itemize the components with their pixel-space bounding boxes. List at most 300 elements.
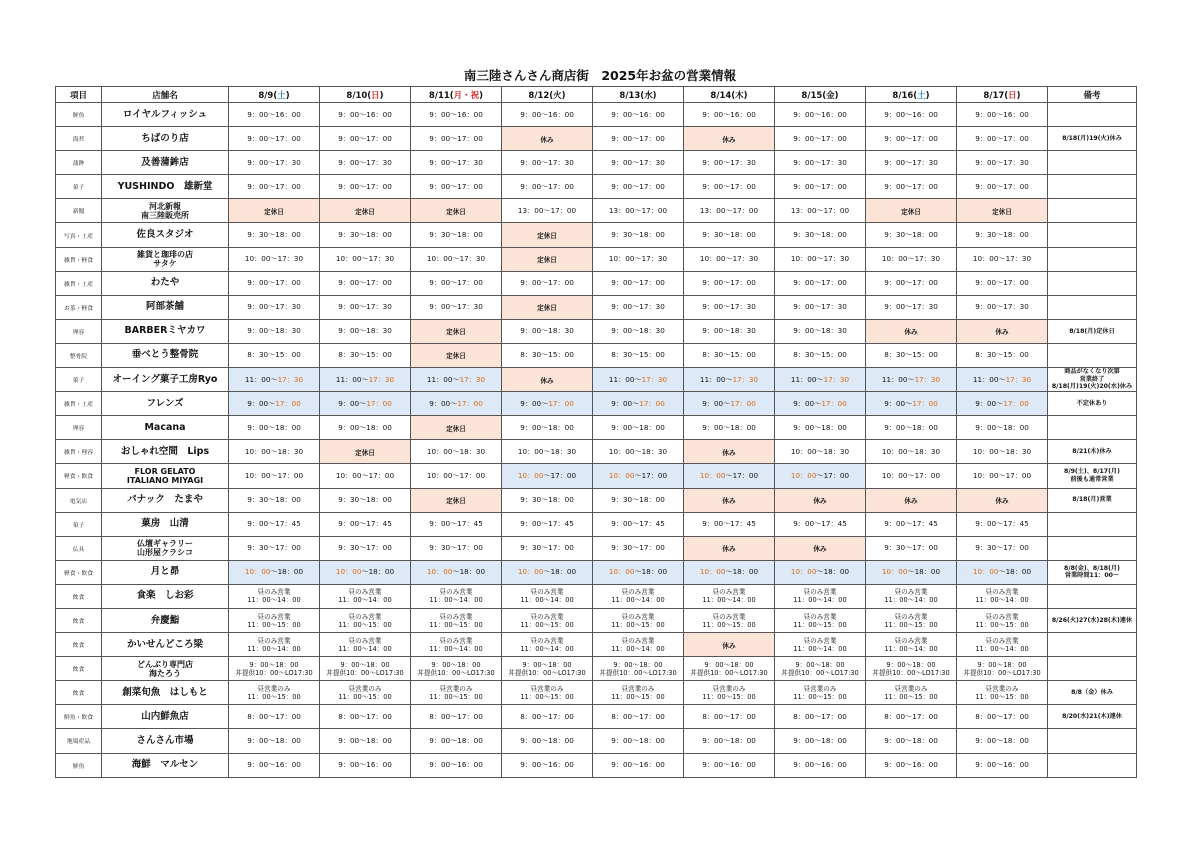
hours-cell: 昼のみ営業 11：00～14：00 [411,633,502,657]
hours-cell: 9：00～18：00 丼提供10：00～LO17:30 [775,657,866,681]
hours-cell: 9：00～16：00 [684,103,775,127]
hours-cell: 9：00～17：00 [775,392,866,416]
hours-cell: 9：30～18：00 [775,223,866,247]
note-cell: 8/26(火)27(水)28(木)連休 [1048,608,1137,632]
hours-cell: 昼のみ営業 11：00～14：00 [593,584,684,608]
hours-cell: 9：00～17：00 [320,271,411,295]
day-header: 8/16(土) [866,87,957,103]
shop-name-cell: 雑貨と珈琲の店 サタケ [102,247,229,271]
hours-cell: 昼のみ営業 11：00～15：00 [593,608,684,632]
note-cell: 8/8（金）休み [1048,681,1137,705]
hours-cell: 9：00～17：00 [957,175,1048,199]
hours-cell: 9：00～18：00 [866,416,957,440]
hours-cell: 9：00～18：00 [593,416,684,440]
hours-cell: 13：00～17：00 [684,199,775,223]
note-cell [1048,584,1137,608]
hours-cell: 9：00～18：00 [593,729,684,753]
note-cell [1048,247,1137,271]
hours-cell: 9：00～18：00 [229,729,320,753]
hours-end: 17：30 [641,374,668,384]
hours-cell: 昼営業のみ 11：00～15：00 [957,681,1048,705]
hours-end: 17：30 [914,374,941,384]
hours-cell: 9：30～17：00 [411,536,502,560]
category-cell: 電気店 [56,488,102,512]
hours-cell: 10：00～17：00 [411,464,502,488]
closed-cell: 休み [866,488,957,512]
hours-cell: 9：00～17：30 [684,151,775,175]
table-row [56,681,1137,705]
category-cell: 写真・土産 [56,223,102,247]
hours-cell: 9：30～17：00 [957,536,1048,560]
shop-name-cell: フレンズ [102,392,229,416]
hours-cell: 昼のみ営業 11：00～14：00 [502,633,593,657]
hours-cell: 10：00～18：00 [866,560,957,584]
hours-cell: 8：30～15：00 [229,343,320,367]
note-cell [1048,199,1137,223]
shop-name-cell: かいせんどころ梁 [102,633,229,657]
hours-cell: 10：00～18：30 [411,440,502,464]
day-header: 8/12(火) [502,87,593,103]
table-row [56,536,1137,560]
category-cell: 鮮魚・飲食 [56,705,102,729]
hours-start: 10：00 [881,567,908,577]
category-header: 項目 [56,87,102,103]
hours-cell: 10：00～18：00 [320,560,411,584]
hours-cell: 昼営業のみ 11：00～15：00 [775,681,866,705]
hours-cell: 9：30～18：00 [957,223,1048,247]
hours-end: 17：00 [1003,398,1029,408]
hours-cell: 10：00～17：30 [411,247,502,271]
day-of-week: 火 [553,90,562,101]
closed-cell: 休み [502,127,593,151]
closed-cell: 休み [684,488,775,512]
table-row [56,729,1137,753]
hours-end: 17：30 [823,374,850,384]
hours-cell: 11：00～17：30 [229,368,320,392]
shop-name-cell: 佐良スタジオ [102,223,229,247]
day-of-week: 土 [917,90,926,101]
note-cell: 8/9(土)、8/17(月) 前後も通常営業 [1048,464,1137,488]
hours-cell: 9：00～16：00 [866,103,957,127]
day-of-week: 土 [277,90,286,101]
hours-cell: 10：00～17：30 [320,247,411,271]
hours-cell: 昼営業のみ 11：00～15：00 [684,681,775,705]
hours-cell: 9：30～18：00 [320,223,411,247]
closed-cell: 休み [684,536,775,560]
hours-start: 10：00 [608,567,635,577]
note-cell: 8/21(木)休み [1048,440,1137,464]
hours-cell: 9：00～17：30 [957,295,1048,319]
hours-cell: 9：30～17：00 [502,536,593,560]
category-cell: 整骨院 [56,343,102,367]
hours-end: 17：00 [366,398,392,408]
category-cell: 飲食 [56,608,102,632]
hours-cell: 9：00～16：00 [229,103,320,127]
table-row [56,488,1137,512]
hours-start: 10：00 [517,567,544,577]
hours-cell: 9：00～16：00 [957,103,1048,127]
table-row [56,392,1137,416]
hours-cell: 10：00～17：30 [866,247,957,271]
hours-cell: 9：00～17：00 [593,175,684,199]
hours-cell: 10：00～17：00 [320,464,411,488]
hours-start: 10：00 [790,470,817,480]
hours-cell: 8：00～17：00 [502,705,593,729]
shop-name-cell: 菓房 山清 [102,512,229,536]
hours-cell: 9：00～17：30 [320,151,411,175]
hours-cell: 11：00～17：30 [593,368,684,392]
day-header: 8/9(土) [229,87,320,103]
hours-cell: 9：00～17：30 [229,151,320,175]
hours-cell: 10：00～18：30 [502,440,593,464]
hours-end: 17：00 [457,398,483,408]
table-row [56,199,1137,223]
note-cell [1048,343,1137,367]
category-cell: 飲食 [56,633,102,657]
hours-cell: 13：00～17：00 [593,199,684,223]
note-cell [1048,633,1137,657]
category-cell: 雑貨・土産 [56,271,102,295]
hours-cell: 9：00～16：00 [775,103,866,127]
hours-cell: 9：00～17：00 [411,175,502,199]
note-cell [1048,512,1137,536]
note-cell [1048,271,1137,295]
hours-cell: 10：00～17：00 [502,464,593,488]
hours-cell: 昼のみ営業 11：00～15：00 [320,608,411,632]
hours-cell: 13：00～17：00 [502,199,593,223]
hours-cell: 8：00～17：00 [957,705,1048,729]
hours-cell: 昼のみ営業 11：00～14：00 [957,633,1048,657]
hours-end: 17：00 [821,398,847,408]
table-row [56,271,1137,295]
hours-cell: 9：00～18：30 [593,319,684,343]
closed-cell: 定休日 [411,199,502,223]
hours-cell: 昼のみ営業 11：00～14：00 [411,584,502,608]
day-of-week: 金 [826,90,835,101]
hours-cell: 8：00～17：00 [411,705,502,729]
hours-cell: 9：00～17：00 [229,175,320,199]
hours-cell: 9：00～16：00 [502,753,593,777]
hours-end: 17：00 [730,398,756,408]
closed-cell: 定休日 [320,440,411,464]
shop-name-cell: 及善蒲鉾店 [102,151,229,175]
hours-cell: 10：00～18：30 [229,440,320,464]
hours-cell: 9：00～18：00 [957,729,1048,753]
note-cell [1048,295,1137,319]
hours-cell: 10：00～18：30 [775,440,866,464]
table-row [56,319,1137,343]
hours-cell: 9：30～18：00 [684,223,775,247]
hours-end: 17：00 [639,398,665,408]
table-row [56,633,1137,657]
hours-start: 10：00 [335,567,362,577]
shop-name-cell: 弁慶鮨 [102,608,229,632]
category-cell: 飲食 [56,657,102,681]
hours-end: 17：30 [459,374,486,384]
hours-cell: 昼のみ営業 11：00～15：00 [957,608,1048,632]
hours-cell: 9：00～18：30 [775,319,866,343]
hours-cell: 8：30～15：00 [957,343,1048,367]
hours-cell: 9：00～18：30 [502,319,593,343]
hours-start: 10：00 [790,567,817,577]
hours-cell: 昼営業のみ 11：00～15：00 [593,681,684,705]
hours-cell: 9：00～17：45 [320,512,411,536]
page-title: 南三陸さんさん商店街 2025年お盆の営業情報 [463,68,737,83]
closed-cell: 休み [684,127,775,151]
note-cell [1048,729,1137,753]
note-cell: 8/18(月)営業 [1048,488,1137,512]
day-of-week: 水 [644,90,653,101]
hours-cell: 昼のみ営業 11：00～14：00 [866,633,957,657]
note-cell [1048,753,1137,777]
hours-cell: 昼のみ営業 11：00～14：00 [684,584,775,608]
hours-cell: 9：00～17：45 [866,512,957,536]
hours-cell: 9：00～18：00 丼提供10：00～LO17:30 [593,657,684,681]
category-cell: 飲食 [56,584,102,608]
header-row [56,87,1137,103]
hours-cell: 9：00～16：00 [593,753,684,777]
hours-cell: 9：00～18：00 [411,729,502,753]
hours-end: 17：30 [1005,374,1032,384]
hours-cell: 8：30～15：00 [320,343,411,367]
closed-cell: 定休日 [957,199,1048,223]
hours-cell: 9：00～17：00 [502,392,593,416]
hours-cell: 9：00～18：30 [320,319,411,343]
closed-cell: 休み [775,488,866,512]
hours-cell: 9：30～18：00 [229,223,320,247]
closed-cell: 休み [957,319,1048,343]
closed-cell: 休み [775,536,866,560]
table-row [56,368,1137,392]
category-cell: 蒲鉾 [56,151,102,175]
closed-cell: 定休日 [502,295,593,319]
hours-cell: 9：00～17：00 [502,175,593,199]
note-cell: 不定休あり [1048,392,1137,416]
hours-cell: 9：00～18：00 [957,416,1048,440]
hours-cell: 9：30～18：00 [411,223,502,247]
table-row [56,512,1137,536]
hours-cell: 9：30～18：00 [502,488,593,512]
closed-cell: 定休日 [411,488,502,512]
hours-cell: 昼のみ営業 11：00～15：00 [775,608,866,632]
hours-cell: 11：00～17：30 [775,368,866,392]
shop-name-cell: おしゃれ空間 Lips [102,440,229,464]
hours-cell: 9：00～17：00 [866,127,957,151]
hours-cell: 9：00～17：00 [593,271,684,295]
day-header: 8/13(水) [593,87,684,103]
category-cell: 飲食 [56,681,102,705]
hours-start: 10：00 [608,470,635,480]
hours-cell: 昼営業のみ 11：00～15：00 [866,681,957,705]
shop-name-cell: 創菜旬魚 はしもと [102,681,229,705]
hours-cell: 9：00～17：45 [502,512,593,536]
hours-start: 10：00 [426,567,453,577]
hours-cell: 9：00～17：00 [775,175,866,199]
table-row [56,560,1137,584]
hours-cell: 9：00～17：00 [866,175,957,199]
hours-cell: 9：30～17：00 [320,536,411,560]
hours-cell: 9：00～17：00 [320,127,411,151]
hours-cell: 9：00～17：30 [775,151,866,175]
hours-cell: 9：30～17：00 [229,536,320,560]
hours-cell: 9：30～18：00 [320,488,411,512]
hours-cell: 9：00～18：00 丼提供10：00～LO17:30 [502,657,593,681]
note-cell: 商品がなくなり次第 営業終了 8/18(月)19(火)20(水)休み [1048,368,1137,392]
day-of-week: 日 [371,90,380,101]
shop-name-cell: どんぶり専門店 海たろう [102,657,229,681]
hours-cell: 9：00～17：00 [320,392,411,416]
hours-cell: 9：00～17：00 [957,271,1048,295]
hours-cell: 10：00～18：00 [229,560,320,584]
note-cell [1048,175,1137,199]
hours-cell: 9：00～16：00 [684,753,775,777]
hours-cell: 9：30～18：00 [229,488,320,512]
shop-name-cell: 山内鮮魚店 [102,705,229,729]
hours-cell: 8：00～17：00 [229,705,320,729]
category-cell: 軽食・飲食 [56,560,102,584]
hours-cell: 9：00～18：00 [775,729,866,753]
hours-cell: 10：00～17：30 [229,247,320,271]
note-cell [1048,151,1137,175]
shop-header: 店舗名 [102,87,229,103]
hours-cell: 10：00～17：00 [229,464,320,488]
hours-cell: 9：00～18：00 丼提供10：00～LO17:30 [229,657,320,681]
closed-cell: 定休日 [411,319,502,343]
hours-cell: 9：00～17：30 [866,151,957,175]
day-of-week: 日 [1008,90,1017,101]
hours-cell: 昼営業のみ 11：00～15：00 [411,681,502,705]
hours-cell: 昼のみ営業 11：00～15：00 [502,608,593,632]
hours-start: 10：00 [699,470,726,480]
category-cell: 仏具 [56,536,102,560]
note-cell [1048,657,1137,681]
hours-cell: 8：00～17：00 [320,705,411,729]
shop-name-cell: パナック たまや [102,488,229,512]
table-row [56,416,1137,440]
hours-cell: 9：00～16：00 [502,103,593,127]
table-row [56,343,1137,367]
hours-cell: 昼営業のみ 11：00～15：00 [229,681,320,705]
hours-cell: 9：00～17：00 [411,271,502,295]
table-row [56,657,1137,681]
hours-cell: 9：00～16：00 [775,753,866,777]
shop-name-cell: 垂べとう整骨院 [102,343,229,367]
table-row [56,247,1137,271]
hours-cell: 昼営業のみ 11：00～15：00 [320,681,411,705]
hours-cell: 10：00～18：00 [957,560,1048,584]
table-row [56,127,1137,151]
hours-cell: 9：00～17：00 [411,392,502,416]
hours-cell: 9：00～17：00 [684,271,775,295]
hours-cell: 8：30～15：00 [866,343,957,367]
hours-cell: 9：00～18：00 [320,416,411,440]
hours-cell: 9：00～17：00 [593,127,684,151]
hours-cell: 昼のみ営業 11：00～14：00 [320,584,411,608]
hours-cell: 9：00～18：00 丼提供10：00～LO17:30 [684,657,775,681]
closed-cell: 休み [502,368,593,392]
table-row [56,175,1137,199]
note-cell [1048,103,1137,127]
shop-name-cell: 仏壇ギャラリー 山形屋クラシコ [102,536,229,560]
hours-cell: 9：00～17：30 [684,295,775,319]
hours-cell: 9：00～17：00 [593,392,684,416]
shop-name-cell: ちばのり店 [102,127,229,151]
hours-cell: 9：00～16：00 [866,753,957,777]
hours-cell: 昼のみ営業 11：00～14：00 [593,633,684,657]
hours-cell: 9：00～17：45 [229,512,320,536]
hours-cell: 9：00～17：45 [775,512,866,536]
hours-cell: 10：00～17：30 [775,247,866,271]
shop-name-cell: 河北新報 南三陸販売所 [102,199,229,223]
day-of-week: 月・祝 [453,90,480,101]
category-cell: お茶・軽食 [56,295,102,319]
day-header: 8/15(金) [775,87,866,103]
hours-cell: 9：00～18：00 丼提供10：00～LO17:30 [866,657,957,681]
hours-end: 17：00 [275,398,301,408]
hours-cell: 9：00～17：00 [502,271,593,295]
hours-cell: 9：00～18：00 [775,416,866,440]
hours-cell: 昼のみ営業 11：00～15：00 [866,608,957,632]
note-cell [1048,416,1137,440]
hours-cell: 9：00～17：30 [411,295,502,319]
table-row [56,151,1137,175]
day-header: 8/11(月・祝) [411,87,502,103]
category-cell: 鮮魚 [56,753,102,777]
hours-cell: 11：00～17：30 [411,368,502,392]
hours-cell: 9：00～17：30 [593,295,684,319]
hours-cell: 10：00～17：30 [593,247,684,271]
table-row [56,705,1137,729]
hours-cell: 10：00～17：00 [593,464,684,488]
hours-cell: 10：00～18：00 [684,560,775,584]
hours-end: 17：30 [368,374,395,384]
hours-cell: 8：00～17：00 [775,705,866,729]
table-row [56,103,1137,127]
hours-cell: 9：00～18：30 [684,319,775,343]
table-row [56,464,1137,488]
hours-cell: 9：00～17：30 [229,295,320,319]
hours-cell: 8：00～17：00 [866,705,957,729]
hours-cell: 9：00～17：00 [684,392,775,416]
hours-cell: 9：30～17：00 [866,536,957,560]
shop-name-cell: Macana [102,416,229,440]
note-cell [1048,536,1137,560]
hours-cell: 9：00～17：30 [502,151,593,175]
hours-cell: 昼営業のみ 11：00～15：00 [502,681,593,705]
hours-cell: 10：00～17：00 [775,464,866,488]
hours-cell: 昼のみ営業 11：00～14：00 [775,584,866,608]
hours-cell: 9：00～16：00 [957,753,1048,777]
hours-cell: 9：00～17：00 [411,127,502,151]
hours-start: 10：00 [699,567,726,577]
hours-start: 10：00 [244,567,271,577]
hours-cell: 13：00～17：00 [775,199,866,223]
closed-cell: 定休日 [411,416,502,440]
table-row [56,608,1137,632]
shop-name-cell: 海鮮 マルセン [102,753,229,777]
schedule-table [55,86,1137,778]
hours-cell: 9：00～17：00 [229,271,320,295]
hours-cell: 9：00～18：00 [320,729,411,753]
shop-name-cell: YUSHINDO 雄新堂 [102,175,229,199]
hours-cell: 9：00～17：00 [229,127,320,151]
hours-cell: 9：00～16：00 [320,103,411,127]
category-cell: 菓子 [56,512,102,536]
day-header: 8/17(日) [957,87,1048,103]
hours-cell: 9：00～18：00 [684,729,775,753]
note-cell: 8/18(月)19(火)休み [1048,127,1137,151]
category-cell: 理容 [56,319,102,343]
